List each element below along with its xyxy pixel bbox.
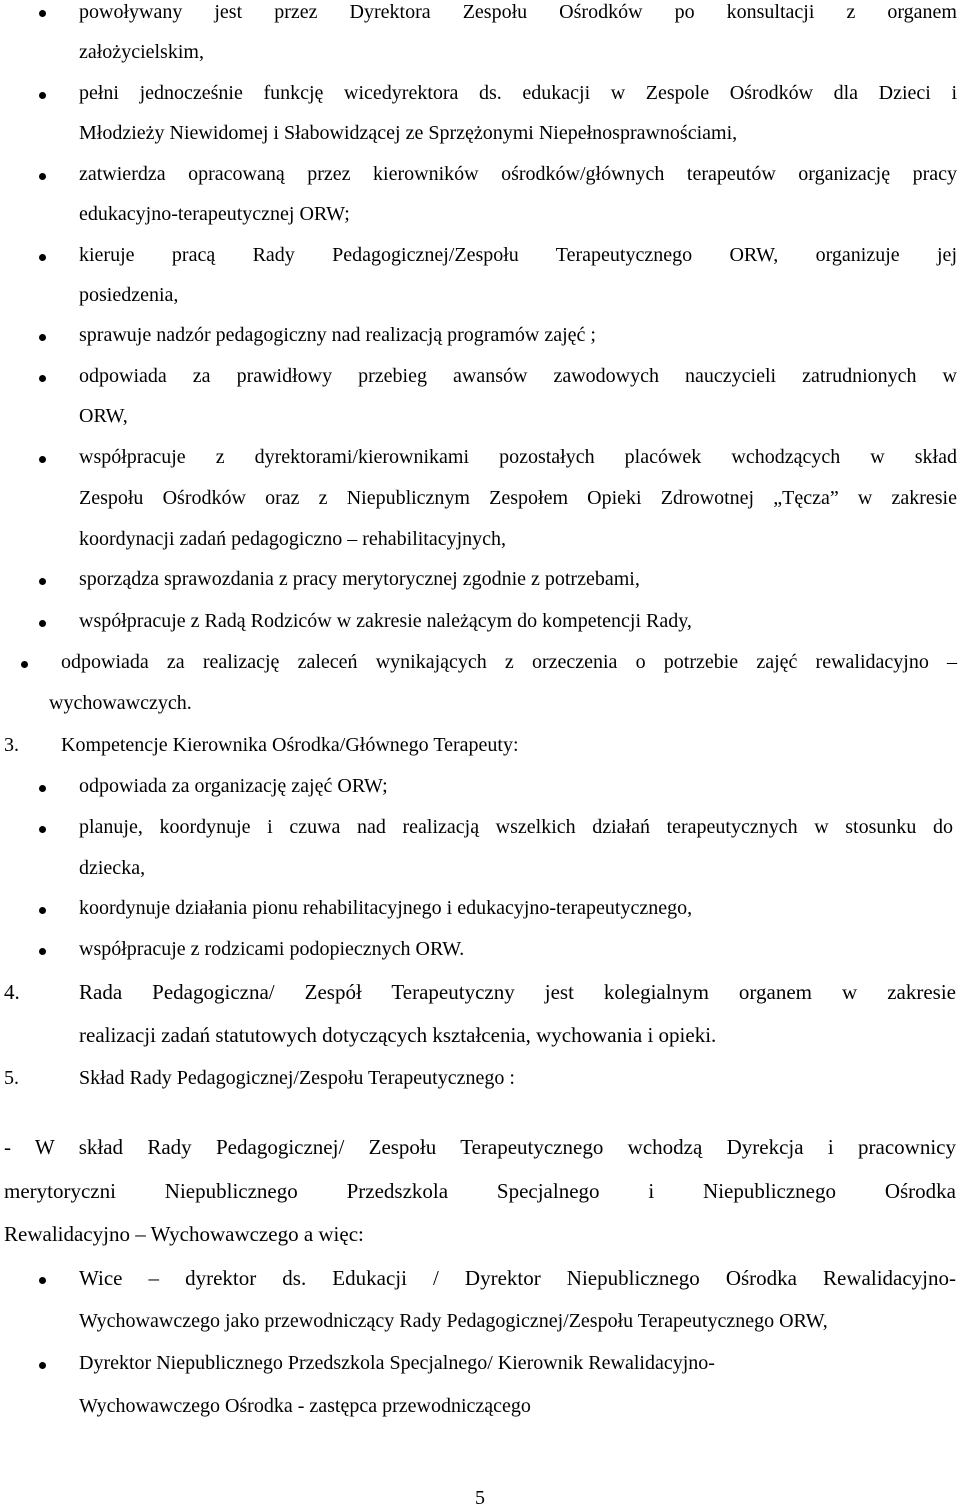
bullet-marker xyxy=(39,334,46,341)
bullet-marker xyxy=(39,375,46,382)
list-item-line: sporządza sprawozdania z pracy merytorycznej zgodnie z potrzebami, xyxy=(79,568,640,590)
section-number: 3. xyxy=(4,734,19,756)
section-number: 4. xyxy=(4,980,20,1004)
list-item-line: powoływany jest przez Dyrektora Zespołu Ośrodków po konsultacji z organem xyxy=(79,1,957,23)
bullet-marker xyxy=(39,92,46,99)
paragraph-line: realizacji zadań statutowych dotyczących kształcenia, wychowania i opieki. xyxy=(79,1023,717,1047)
bullet-marker xyxy=(39,948,46,955)
bullet-marker xyxy=(39,826,46,833)
bullet-marker xyxy=(39,578,46,585)
bullet-marker xyxy=(39,10,46,17)
list-item-line: Zespołu Ośrodków oraz z Niepublicznym Zespołem Opieki Zdrowotnej „Tęcza” w zakresie xyxy=(79,487,957,509)
list-item-line: Młodzieży Niewidomej i Słabowidzącej ze Sprzężonymi Niepełnosprawnościami, xyxy=(79,122,738,144)
paragraph-line: - W skład Rady Pedagogicznej/ Zespołu Terapeutycznego wchodzą Dyrekcja i pracownicy xyxy=(4,1135,956,1159)
list-item-line: odpowiada za prawidłowy przebieg awansów zawodowych nauczycieli zatrudnionych w xyxy=(79,365,957,387)
page-number: 5 xyxy=(475,1487,485,1509)
list-item-line: zatwierdza opracowaną przez kierowników ośrodków/głównych terapeutów organizację pracy xyxy=(79,163,957,185)
bullet-marker xyxy=(39,785,46,792)
list-item-line: Wychowawczego jako przewodniczący Rady Pedagogicznej/Zespołu Terapeutycznego ORW, xyxy=(79,1310,828,1332)
list-item-line: współpracuje z rodzicami podopiecznych ORW. xyxy=(79,938,465,960)
list-item-line: odpowiada za organizację zajęć ORW; xyxy=(79,775,388,797)
list-item-line: Wice – dyrektor ds. Edukacji / Dyrektor Niepublicznego Ośrodka Rewalidacyjno- xyxy=(79,1266,956,1290)
list-item-line: koordynuje działania pionu rehabilitacyjnego i edukacyjno-terapeutycznego, xyxy=(79,897,693,919)
list-item-line: dziecka, xyxy=(79,857,146,879)
bullet-marker xyxy=(39,456,46,463)
bullet-marker xyxy=(39,254,46,261)
bullet-marker xyxy=(39,1362,46,1369)
list-item-line: planuje, koordynuje i czuwa nad realizacją wszelkich działań terapeutycznych w stosunku do xyxy=(79,816,953,838)
section-heading: Kompetencje Kierownika Ośrodka/Głównego Terapeuty: xyxy=(61,734,519,756)
paragraph-line: Rewalidacyjno – Wychowawczego a więc: xyxy=(4,1222,364,1246)
paragraph-line: Rada Pedagogiczna/ Zespół Terapeutyczny jest kolegialnym organem w zakresie xyxy=(79,980,956,1004)
list-item-line: posiedzenia, xyxy=(79,284,179,306)
bullet-marker xyxy=(39,173,46,180)
section-heading: Skład Rady Pedagogicznej/Zespołu Terapeutycznego : xyxy=(79,1067,515,1089)
bullet-marker xyxy=(39,1277,46,1284)
list-item-line: odpowiada za realizację zaleceń wynikających z orzeczenia o potrzebie zajęć rewalidacyjno – xyxy=(61,651,957,673)
list-item-line: założycielskim, xyxy=(79,41,204,63)
list-item-line: współpracuje z dyrektorami/kierownikami pozostałych placówek wchodzących w skład xyxy=(79,446,957,468)
paragraph-line: merytoryczni Niepublicznego Przedszkola Specjalnego i Niepublicznego Ośrodka xyxy=(4,1179,956,1203)
list-item-line: koordynacji zadań pedagogiczno – rehabilitacyjnych, xyxy=(79,528,507,550)
list-item-line: sprawuje nadzór pedagogiczny nad realizacją programów zajęć ; xyxy=(79,324,596,346)
list-item-line: Dyrektor Niepublicznego Przedszkola Specjalnego/ Kierownik Rewalidacyjno- xyxy=(79,1352,715,1374)
list-item-line: kieruje pracą Rady Pedagogicznej/Zespołu Terapeutycznego ORW, organizuje jej xyxy=(79,244,957,266)
section-number: 5. xyxy=(4,1067,19,1089)
list-item-line: współpracuje z Radą Rodziców w zakresie należącym do kompetencji Rady, xyxy=(79,610,692,632)
bullet-marker xyxy=(39,620,46,627)
list-item-line: pełni jednocześnie funkcję wicedyrektora ds. edukacji w Zespole Ośrodków dla Dzieci i xyxy=(79,82,957,104)
list-item-line: edukacyjno-terapeutycznej ORW; xyxy=(79,203,350,225)
list-item-line: wychowawczych. xyxy=(49,692,192,714)
bullet-marker xyxy=(21,661,28,668)
list-item-line: ORW, xyxy=(79,405,128,427)
bullet-marker xyxy=(39,907,46,914)
list-item-line: Wychowawczego Ośrodka - zastępca przewodniczącego xyxy=(79,1395,531,1417)
